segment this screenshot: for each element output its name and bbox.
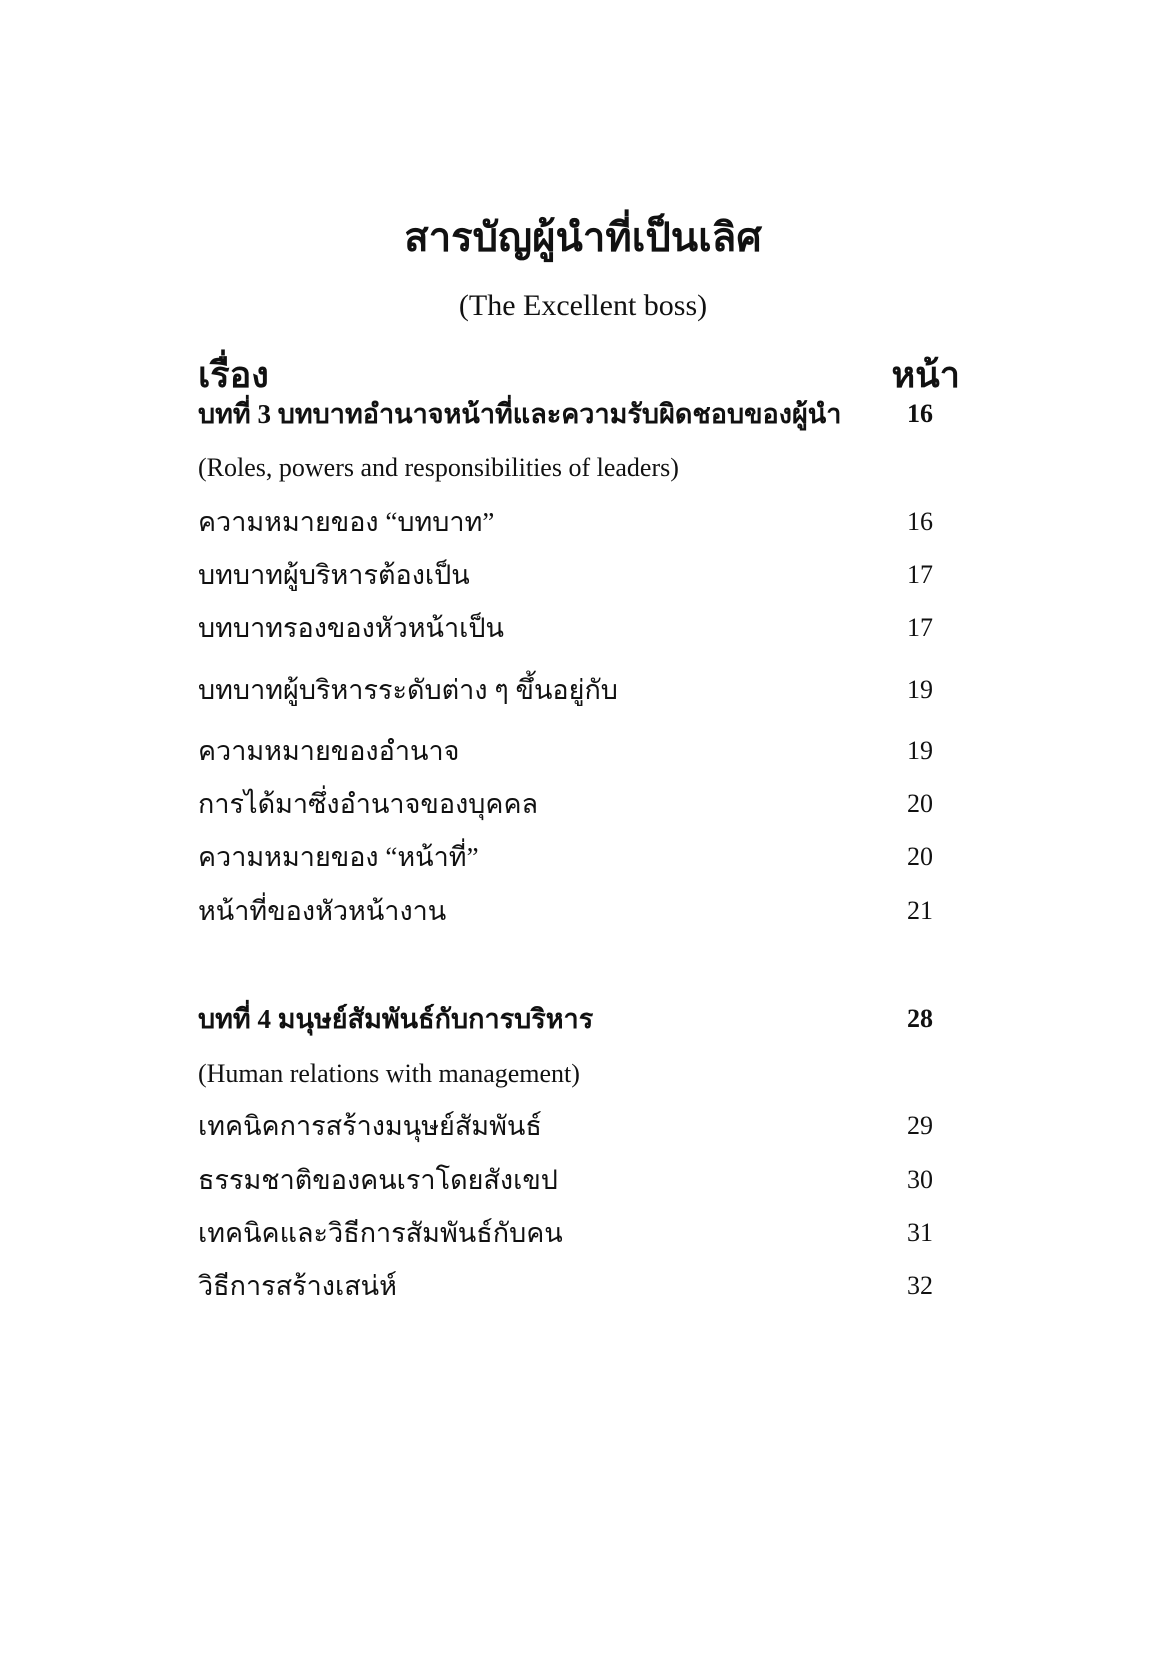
toc-entry [198, 1264, 958, 1308]
toc-entry-label: ความหมายของอำนาจ [198, 736, 460, 766]
toc-entry [198, 729, 958, 773]
chapter-3-english-row [198, 446, 958, 490]
toc-entry-page: 20 [907, 842, 933, 871]
chapter-4-heading: บทที่ 4 มนุษย์สัมพันธ์กับการบริหาร [198, 1004, 594, 1034]
toc-entry [198, 1104, 958, 1148]
toc-entry [198, 553, 958, 597]
toc-entry [198, 835, 958, 879]
toc-entry [198, 1158, 958, 1202]
toc-entry-page: 19 [907, 675, 933, 704]
toc-entry-page: 32 [907, 1271, 933, 1300]
toc-entry-label: ความหมายของ “หน้าที่” [198, 842, 479, 872]
toc-entry-label: บทบาทผู้บริหารระดับต่าง ๆ ขึ้นอยู่กับ [198, 675, 618, 705]
toc-entry-page: 17 [907, 560, 933, 589]
toc-entry-page: 21 [907, 896, 933, 925]
toc-entry [198, 1211, 958, 1255]
chapter-4-english-row [198, 1052, 958, 1096]
toc-entry [198, 782, 958, 826]
toc-entry-label: วิธีการสร้างเสน่ห์ [198, 1271, 397, 1301]
chapter-4-page: 28 [907, 1004, 933, 1033]
chapter-3-english-title: (Roles, powers and responsibilities of leaders) [198, 453, 679, 482]
toc-entry-label: บทบาทรองของหัวหน้าเป็น [198, 613, 504, 643]
toc-entry-label: เทคนิคและวิธีการสัมพันธ์กับคน [198, 1218, 563, 1248]
chapter-3-page: 16 [907, 399, 933, 428]
toc-entry-label: การได้มาซึ่งอำนาจของบุคคล [198, 789, 539, 819]
toc-entry-page: 19 [907, 736, 933, 765]
chapter-4-english-title: (Human relations with management) [198, 1059, 580, 1088]
toc-entry [198, 500, 958, 544]
page-subtitle: (The Excellent boss) [458, 289, 708, 322]
chapter-3-heading: บทที่ 3 บทบาทอำนาจหน้าที่และความรับผิดชอบของผู้นำ [198, 399, 842, 429]
toc-entry [198, 606, 958, 650]
toc-entry-page: 17 [907, 613, 933, 642]
toc-entry-page: 16 [907, 507, 933, 536]
toc-entry-page: 31 [907, 1218, 933, 1247]
toc-entry-label: หน้าที่ของหัวหน้างาน [198, 896, 447, 926]
toc-entry-label: ธรรมชาติของคนเราโดยสังเขป [198, 1165, 558, 1195]
toc-entry-label: ความหมายของ “บทบาท” [198, 507, 495, 537]
chapter-3-heading-row [198, 392, 958, 436]
toc-entry-page: 29 [907, 1111, 933, 1140]
toc-entry-page: 30 [907, 1165, 933, 1194]
toc-entry [198, 889, 958, 933]
toc-entry [198, 668, 958, 712]
toc-entry-label: บทบาทผู้บริหารต้องเป็น [198, 560, 470, 590]
chapter-4-heading-row [198, 997, 958, 1041]
column-header-page: หน้า [891, 355, 960, 395]
column-header-topic: เรื่อง [198, 355, 269, 395]
toc-entry-label: เทคนิคการสร้างมนุษย์สัมพันธ์ [198, 1111, 542, 1141]
toc-entry-page: 20 [907, 789, 933, 818]
page-title: สารบัญผู้นำที่เป็นเลิศ [404, 215, 762, 260]
